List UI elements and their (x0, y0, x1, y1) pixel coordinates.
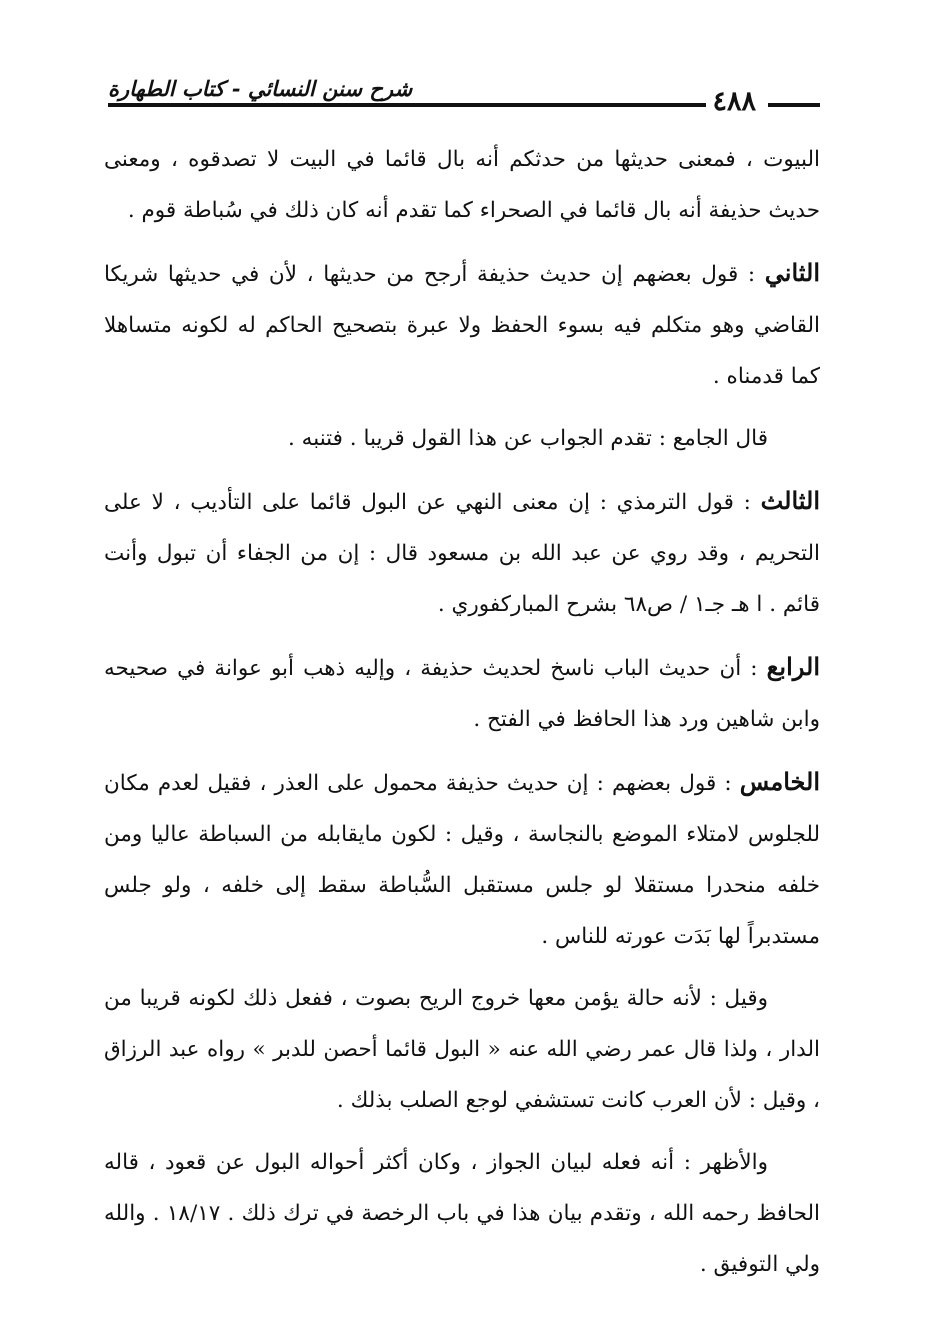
page-header (108, 72, 820, 118)
page-number: ٤٨٨ (712, 86, 756, 117)
paragraph-2 (104, 247, 820, 402)
paragraph-4-lead: الثالث (760, 486, 820, 515)
paragraph-7-text: وقيل : لأنه حالة يؤمن معها خروج الريح بصوت ، ففعل ذلك لكونه قريبا من الدار ، ولذا قال عمر رضي الله عنه « البول قائما أحصن للدبر » رواه عبد الرزاق ، وقيل : لأن العرب كانت تستشفي لوجع الصلب بذلك . (104, 986, 820, 1113)
paragraph-4-text: : قول الترمذي : إن معنى النهي عن البول قائما على التأديب ، لا على التحريم ، وقد روي عن عبد الله بن مسعود قال : إن من الجفاء أن تبول وأنت قائم . ا هـ جـ١ / ص٦٨ بشرح المباركفوري . (104, 490, 820, 617)
paragraph-6 (104, 756, 820, 962)
paragraph-1 (104, 134, 820, 236)
paragraph-3-text: قال الجامع : تقدم الجواب عن هذا القول قريبا . فتنبه . (288, 426, 768, 451)
paragraph-5-text: : أن حديث الباب ناسخ لحديث حذيفة ، وإليه ذهب أبو عوانة في صحيحه وابن شاهين ورد هذا الحافظ في الفتح . (104, 656, 820, 732)
paragraph-6-lead: الخامس (739, 767, 820, 796)
body-text (104, 134, 820, 1301)
header-rule-short (768, 103, 820, 107)
paragraph-5-lead: الرابع (766, 652, 820, 681)
paragraph-8-text: والأظهر : أنه فعله لبيان الجواز ، وكان أكثر أحواله البول عن قعود ، قاله الحافظ رحمه الله ، وتقدم بيان هذا في باب الرخصة في ترك ذلك . ١٨/١٧ . والله ولي التوفيق . (104, 1150, 820, 1277)
paragraph-5 (104, 641, 820, 745)
running-title: شرح سنن النسائي - كتاب الطهارة (108, 76, 413, 101)
header-rule-long (108, 103, 706, 107)
paragraph-3 (104, 413, 820, 464)
paragraph-8 (104, 1137, 820, 1290)
paragraph-2-text: : قول بعضهم إن حديث حذيفة أرجح من حديثها ، لأن في حديثها شريكا القاضي وهو متكلم فيه بسوء الحفظ ولا عبرة بتصحيح الحاكم له لكونه متساهلا كما قدمناه . (104, 262, 820, 389)
paragraph-6-text: : قول بعضهم : إن حديث حذيفة محمول على العذر ، فقيل لعدم مكان للجلوس لامتلاء الموضع بالنجاسة ، وقيل : لكون مايقابله من السباطة عاليا ومن خلفه منحدرا مستقلا لو جلس مستقبل السُّباطة سقط إلى خلفه ، ولو جلس مستدبراً لها بَدَت عورته للناس . (104, 771, 820, 949)
paragraph-2-lead: الثاني (764, 258, 820, 287)
paragraph-4 (104, 475, 820, 630)
paragraph-1-text: البيوت ، فمعنى حديثها من حدثكم أنه بال قائما في البيت لا تصدقوه ، ومعنى حديث حذيفة أنه بال قائما في الصحراء كما تقدم أنه كان ذلك في سُباطة قوم . (104, 147, 820, 223)
paragraph-7 (104, 973, 820, 1126)
